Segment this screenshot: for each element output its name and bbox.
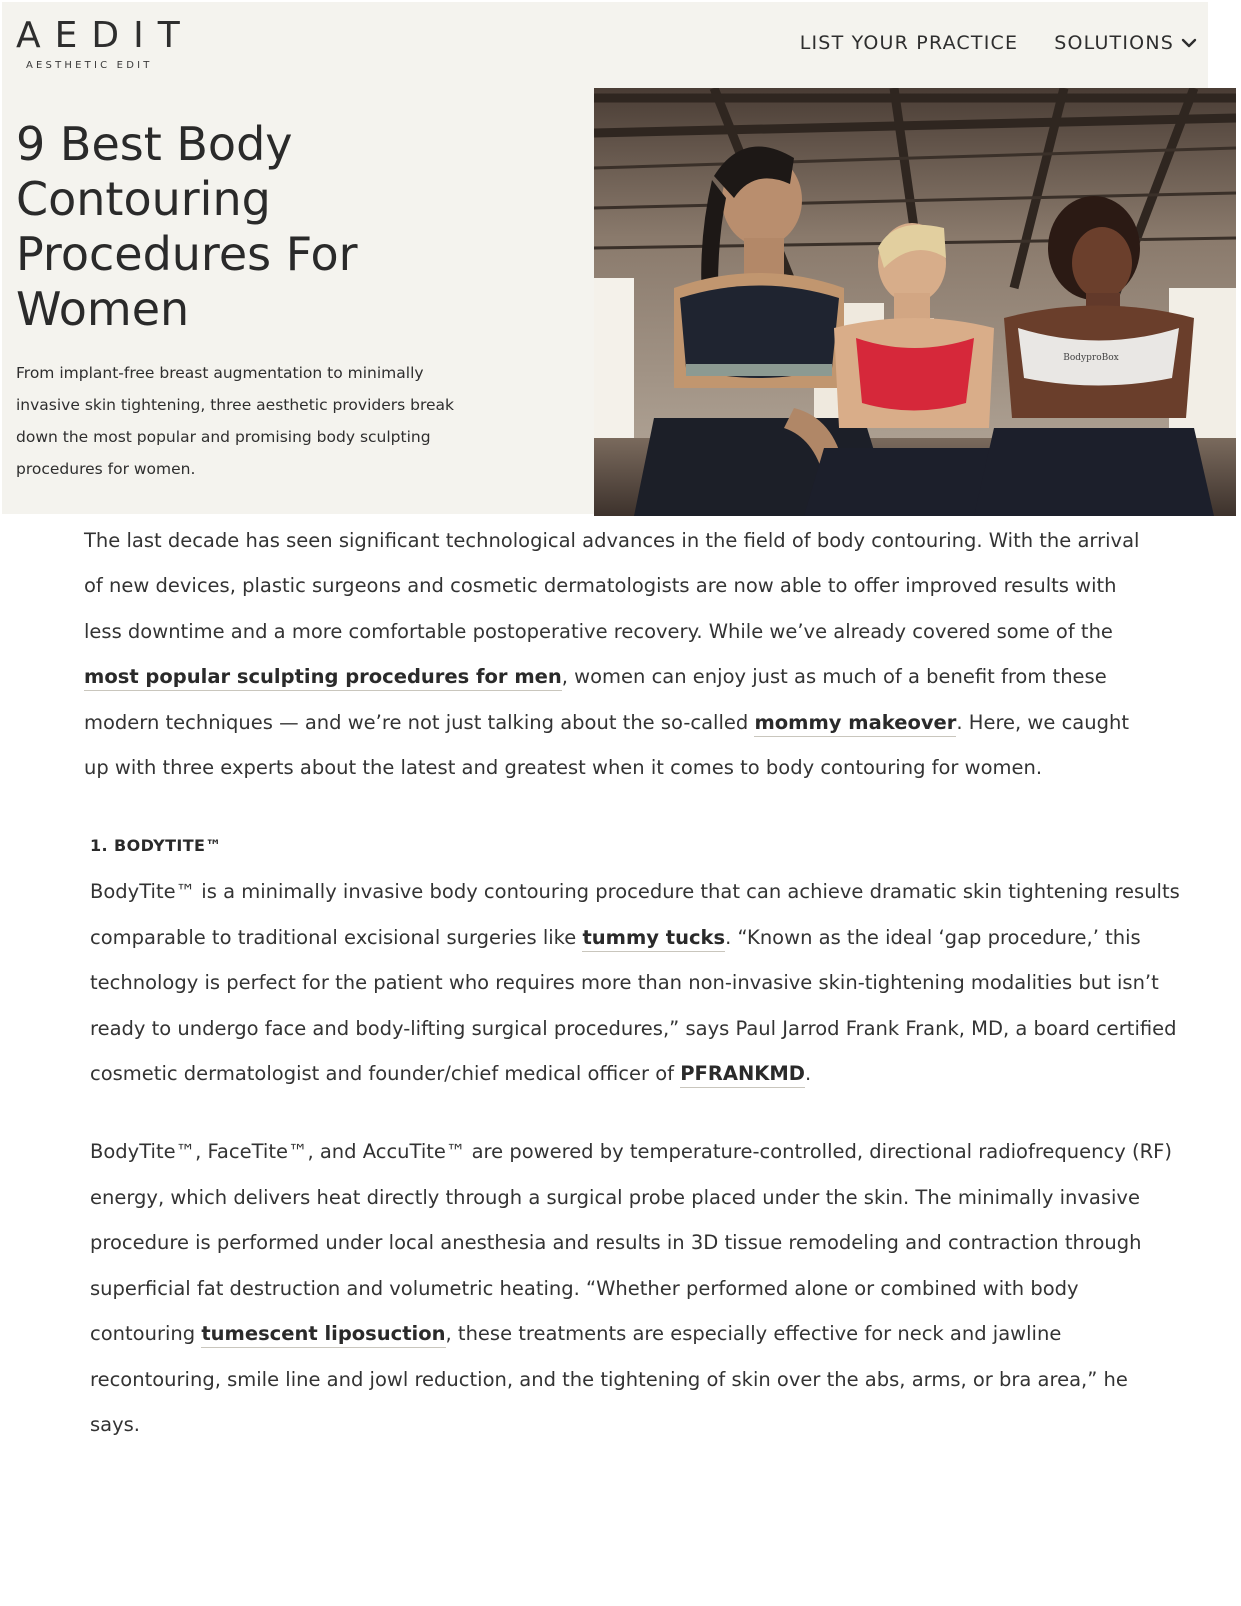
chevron-down-icon bbox=[1180, 34, 1198, 52]
bodytite-p2-text-1: BodyTite™, FaceTite™, and AccuTite™ are powered by temperature-controlled, directional radiofrequency (RF) energy, which delivers heat directly through a surgical probe placed under the skin. The minimally invasive procedure is performed under local anesthesia and results in 3D tissue remodeling and contraction through superficial fat destruction and volumetric heating. “Whether performed alone or combined with body contouring bbox=[90, 1140, 1172, 1346]
bodytite-p1-text-1: BodyTite™ is a minimally invasive body contouring procedure that can achieve dramatic skin tightening results comparable to traditional excisional surgeries like bbox=[90, 880, 1180, 949]
nav-list-your-practice[interactable] bbox=[800, 32, 1018, 54]
nav-solutions-label: SOLUTIONS bbox=[1054, 32, 1174, 54]
intro-paragraph bbox=[84, 518, 1149, 790]
link-tumescent-liposuction[interactable]: tumescent liposuction bbox=[201, 1322, 445, 1348]
link-mommy-makeover[interactable]: mommy makeover bbox=[754, 711, 956, 737]
intro-text-3: . Here, we caught up with three experts about the latest and greatest when it comes to body contouring for women. bbox=[84, 710, 1129, 780]
bodytite-p1-text-2: . “Known as the ideal ‘gap procedure,’ this technology is perfect for the patient who requires more than non-invasive skin-tightening modalities but isn’t ready to undergo face and body-lifting surgical procedures,” says Paul Jarrod Frank Frank, MD, a board certified cosmetic dermatologist and founder/chief medical officer of bbox=[90, 925, 1177, 1086]
nav-list-your-practice-label: LIST YOUR PRACTICE bbox=[799, 32, 1019, 54]
aedit-logo[interactable] bbox=[16, 15, 194, 71]
article-dek: From implant-free breast augmentation to minimally invasive skin tightening, three aesthetic providers break down the most popular and promising body sculpting procedures for women. bbox=[16, 364, 455, 478]
top-nav bbox=[800, 32, 1198, 54]
intro-text-1: The last decade has seen significant technological advances in the field of body contouring. With the arrival of new devices, plastic surgeons and cosmetic dermatologists are now able to offer improved results with less downtime and a more comfortable postoperative recovery. While we’ve already covered some of the bbox=[84, 529, 1140, 643]
link-tummy-tucks[interactable]: tummy tucks bbox=[582, 926, 725, 952]
article-body bbox=[84, 518, 1180, 1447]
bodytite-p1-text-3: . bbox=[804, 1062, 812, 1086]
link-pfrankmd[interactable]: PFRANKMD bbox=[680, 1062, 805, 1088]
nav-solutions-dropdown[interactable] bbox=[1054, 32, 1198, 54]
photo-three-women-sportswear-icon bbox=[594, 88, 1236, 516]
logo-tagline: AESTHETIC EDIT bbox=[26, 60, 153, 71]
bodytite-p2-text-2: , these treatments are especially effective for neck and jawline recontouring, smile line and jowl reduction, and the tightening of skin over the abs, arms, or bra area,” he says. bbox=[90, 1322, 1128, 1436]
logo-wordmark: AEDIT bbox=[16, 15, 194, 56]
bodytite-paragraph-1 bbox=[90, 869, 1190, 1096]
bodytite-paragraph-2 bbox=[90, 1129, 1180, 1447]
hero-section bbox=[2, 2, 1208, 514]
section-bodytite bbox=[84, 836, 1180, 1447]
bra-logo-text: BodyproBox bbox=[1063, 353, 1119, 363]
intro-text-2: , women can enjoy just as much of a benefit from these modern techniques — and we’re not just talking about the so-called bbox=[84, 665, 1107, 734]
section-heading-bodytite: 1. BODYTITE™ bbox=[90, 836, 222, 856]
hero-photo bbox=[594, 88, 1236, 516]
page-title: 9 Best Body Contouring Procedures For Women bbox=[16, 117, 358, 336]
link-sculpting-procedures-men[interactable]: most popular sculpting procedures for men bbox=[84, 665, 562, 691]
